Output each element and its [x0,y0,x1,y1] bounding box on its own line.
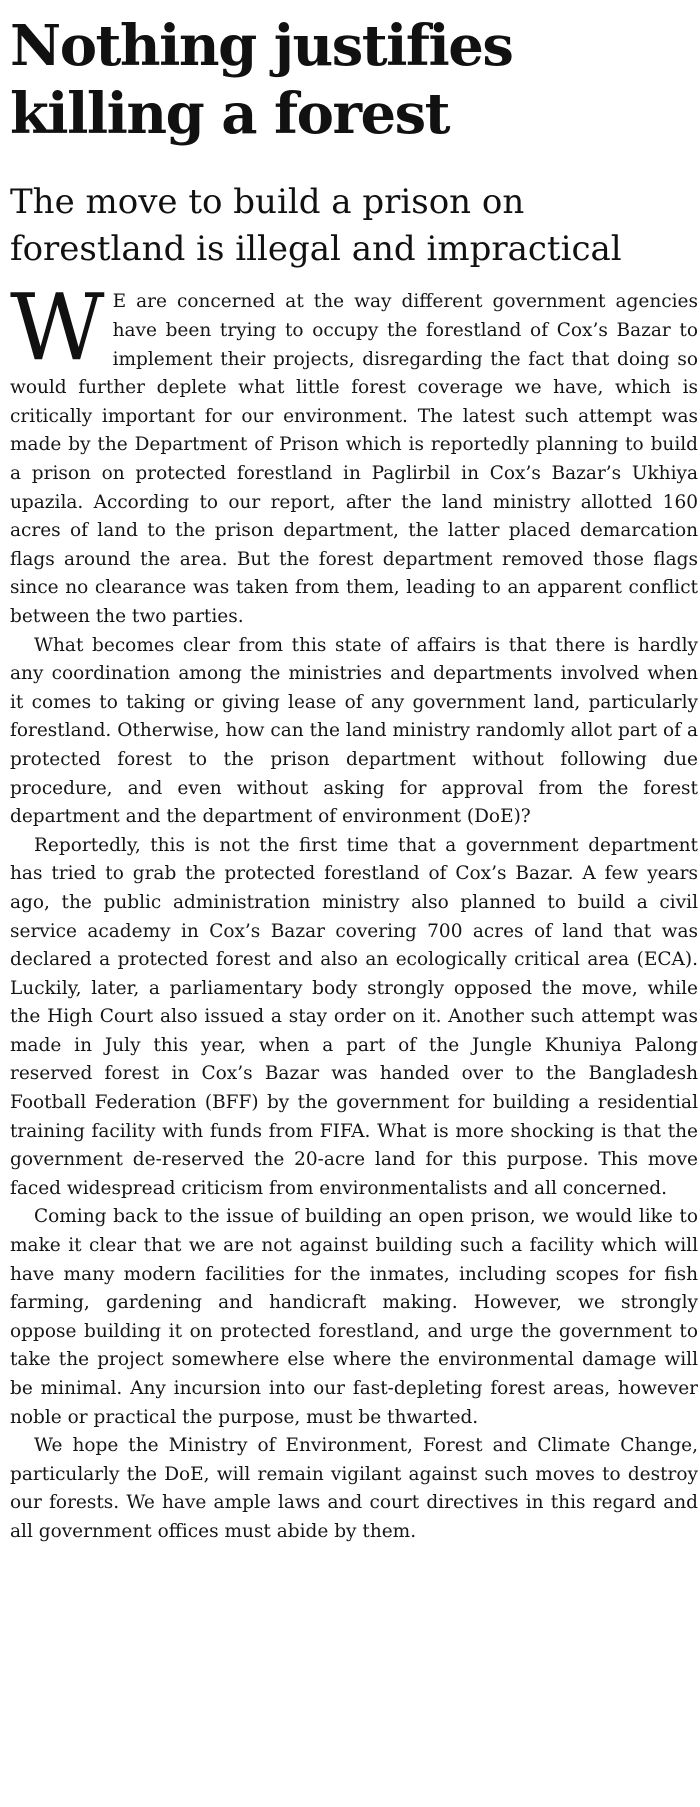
paragraph-1 [10,274,698,631]
paragraph-5: We hope the Ministry of Environment, Forest and Climate Change, particularly the DoE, will remain vigilant against such moves to destroy our forests. We have ample laws and court directives in this regard and all government offices must abide by them. [10,1435,698,1542]
paragraph-3: Reportedly, this is not the first time that a government department has tried to grab the protected forestland of Cox’s Bazar. A few years ago, the public administration ministry also planned to build a civil service academy in Cox’s Bazar covering 700 acres of land that was declared a protected forest and also an ecologically critical area (ECA). Luckily, later, a parliamentary body strongly opposed the move, while the High Court also issued a stay order on it. Another such attempt was made in July this year, when a part of the Jungle Khuniya Palong reserved forest in Cox’s Bazar was handed over to the Bangladesh Football Federation (BFF) by the government for building a residential training facility with funds from FIFA. What is more shocking is that the government de-reserved the 20-acre land for this purpose. This move faced widespread criticism from environmentalists and all concerned. [10,834,698,1199]
article-body [10,274,698,1546]
paragraph-4: Coming back to the issue of building an open prison, we would like to make it clear that we are not against building such a facility which will have many modern facilities for the inmates, including scopes for fish farming, gardening and handicraft making. However, we strongly oppose building it on protected forestland, and urge the government to take the project somewhere else where the environmental damage will be minimal. Any incursion into our fast-depleting forest areas, however noble or practical the purpose, must be thwarted. [10,1206,698,1428]
paragraph-2: What becomes clear from this state of affairs is that there is hardly any coordination among the ministries and departments involved when it comes to taking or giving lease of any government land, particularly forestland. Otherwise, how can the land ministry randomly allot part of a protected forest to the prison department without following due procedure, and even without asking for approval from the forest department and the department of environment (DoE)? [10,634,698,828]
paragraph-1-text: E are concerned at the way different government agencies have been trying to occupy the forestland of Cox’s Bazar to implement their projects, disregarding the fact that doing so would further deplete what little forest coverage we have, which is critically important for our environment. The latest such attempt was made by the Department of Prison which is reportedly planning to build a prison on protected forestland in Paglirbil in Cox’s Bazar’s Ukhiya upazila. According to our report, after the land ministry allotted 160 acres of land to the prison department, the latter placed demarcation flags around the area. But the forest department removed those flags since no clearance was taken from them, leading to an apparent conflict between the two parties. [10,291,698,627]
headline: Nothing justifies killing a forest [10,13,513,148]
drop-cap: W [10,274,105,382]
subheadline: The move to build a prison on forestland is illegal and impractical [10,181,622,269]
